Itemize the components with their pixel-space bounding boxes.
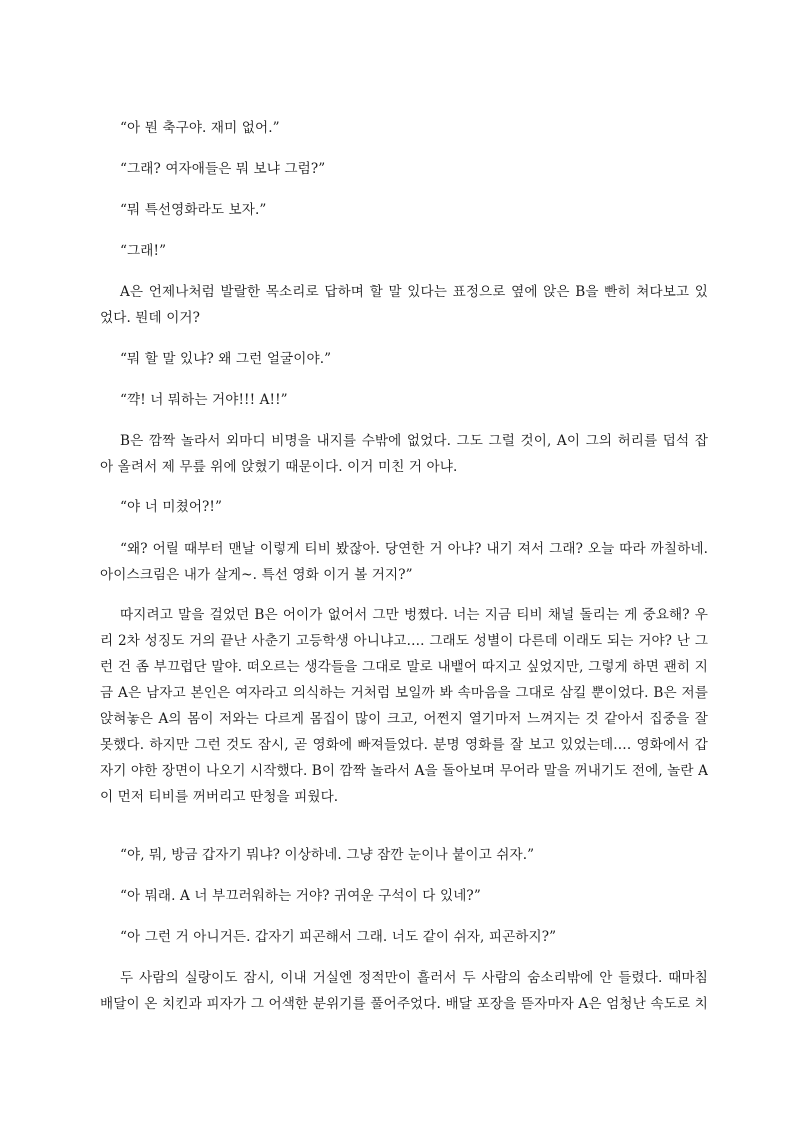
narration-paragraph [100, 279, 708, 331]
text-line: 따지려고 말을 걸었던 B은 어이가 없어서 그만 벙쪘다. 너는 지금 티비 채널 돌리는 게 중요해? 우 [120, 607, 708, 623]
dialogue-line [100, 197, 708, 223]
text-line: “왜? 어릴 때부터 맨날 이렇게 티비 봤잖아. 당연한 거 아냐? 내기 져서 그래? 오늘 따라 까칠하네. [120, 541, 708, 557]
text-line: 리 2차 성징도 거의 끝난 사춘기 고등학생 아니냐고…. 그래도 성별이 다른데 이래도 되는 거야? 난 그 [100, 633, 708, 649]
text-line: 두 사람의 실랑이도 잠시, 이내 거실엔 정적만이 흘러서 두 사람의 숨소리밖에 안 들렸다. 때마침 [120, 970, 708, 986]
narration-paragraph [100, 428, 708, 480]
text-line: 배달이 온 치킨과 피자가 그 어색한 분위기를 풀어주었다. 배달 포장을 뜯자마자 A은 엄청난 속도로 치 [100, 996, 708, 1012]
text-line: 금 A은 남자고 본인은 여자라고 의식하는 거처럼 보일까 봐 속마음을 그대로 삼킬 뿐이었다. B은 저를 [100, 685, 708, 701]
dialogue-line [100, 115, 708, 141]
text-line: “꺅! 너 뭐하는 거야!!! A!!” [120, 392, 288, 408]
text-line: “그래!” [120, 243, 167, 259]
dialogue-line [100, 924, 708, 950]
text-line: “야 너 미쳤어?!” [120, 499, 223, 515]
text-line: “그래? 여자애들은 뭐 보냐 그럼?” [120, 161, 326, 177]
text-line: 못했다. 하지만 그런 것도 잠시, 곧 영화에 빠져들었다. 분명 영화를 잘 보고 있었는데…. 영화에서 갑 [100, 737, 708, 753]
text-line: “아 그런 거 아니거든. 갑자기 피곤해서 그래. 너도 같이 쉬자, 피곤하지?” [120, 929, 557, 945]
text-line: 아 올려서 제 무릎 위에 앉혔기 때문이다. 이거 미친 거 아냐. [100, 459, 458, 475]
text-line: 아이스크림은 내가 살게~. 특선 영화 이거 볼 거지?” [100, 567, 413, 583]
text-line: 이 먼저 티비를 꺼버리고 딴청을 피웠다. [100, 789, 339, 805]
text-line: A은 언제나처럼 발랄한 목소리로 답하며 할 말 있다는 표정으로 옆에 앉은 B을 빤히 쳐다보고 있 [120, 284, 708, 300]
dialogue-line [100, 494, 708, 520]
dialogue-line [100, 387, 708, 413]
dialogue-line [100, 238, 708, 264]
dialogue-line [100, 156, 708, 182]
dialogue-line [100, 346, 708, 372]
text-line: 었다. 뭔데 이거? [100, 310, 201, 326]
narration-paragraph [100, 602, 708, 810]
dialogue-line [100, 842, 708, 868]
text-line: “야, 뭐, 방금 갑자기 뭐냐? 이상하네. 그냥 잠깐 눈이나 붙이고 쉬자.” [120, 847, 535, 863]
text-line: 런 건 좀 부끄럽단 말야. 떠오르는 생각들을 그대로 말로 내뱉어 따지고 싶었지만, 그렇게 하면 괜히 지 [100, 659, 708, 675]
text-line: B은 깜짝 놀라서 외마디 비명을 내지를 수밖에 없었다. 그도 그럴 것이, A이 그의 허리를 덥석 잡 [120, 433, 708, 449]
text-line: “아 뭐래. A 너 부끄러워하는 거야? 귀여운 구석이 다 있네?” [120, 888, 481, 904]
dialogue-paragraph [100, 536, 708, 588]
text-line: 앉혀놓은 A의 몸이 저와는 다르게 몸집이 많이 크고, 어쩐지 열기마저 느껴지는 것 같아서 집중을 잘 [100, 711, 708, 727]
text-line: “뭐 할 말 있냐? 왜 그런 얼굴이야.” [120, 351, 332, 367]
narration-paragraph [100, 965, 708, 1017]
text-line: 자기 야한 장면이 나오기 시작했다. B이 깜짝 놀라서 A을 돌아보며 무어라 말을 꺼내기도 전에, 놀란 A [100, 763, 708, 779]
dialogue-line [100, 883, 708, 909]
text-line: “뭐 특선영화라도 보자.” [120, 202, 267, 218]
text-line: “아 뭔 축구야. 재미 없어.” [120, 120, 280, 136]
